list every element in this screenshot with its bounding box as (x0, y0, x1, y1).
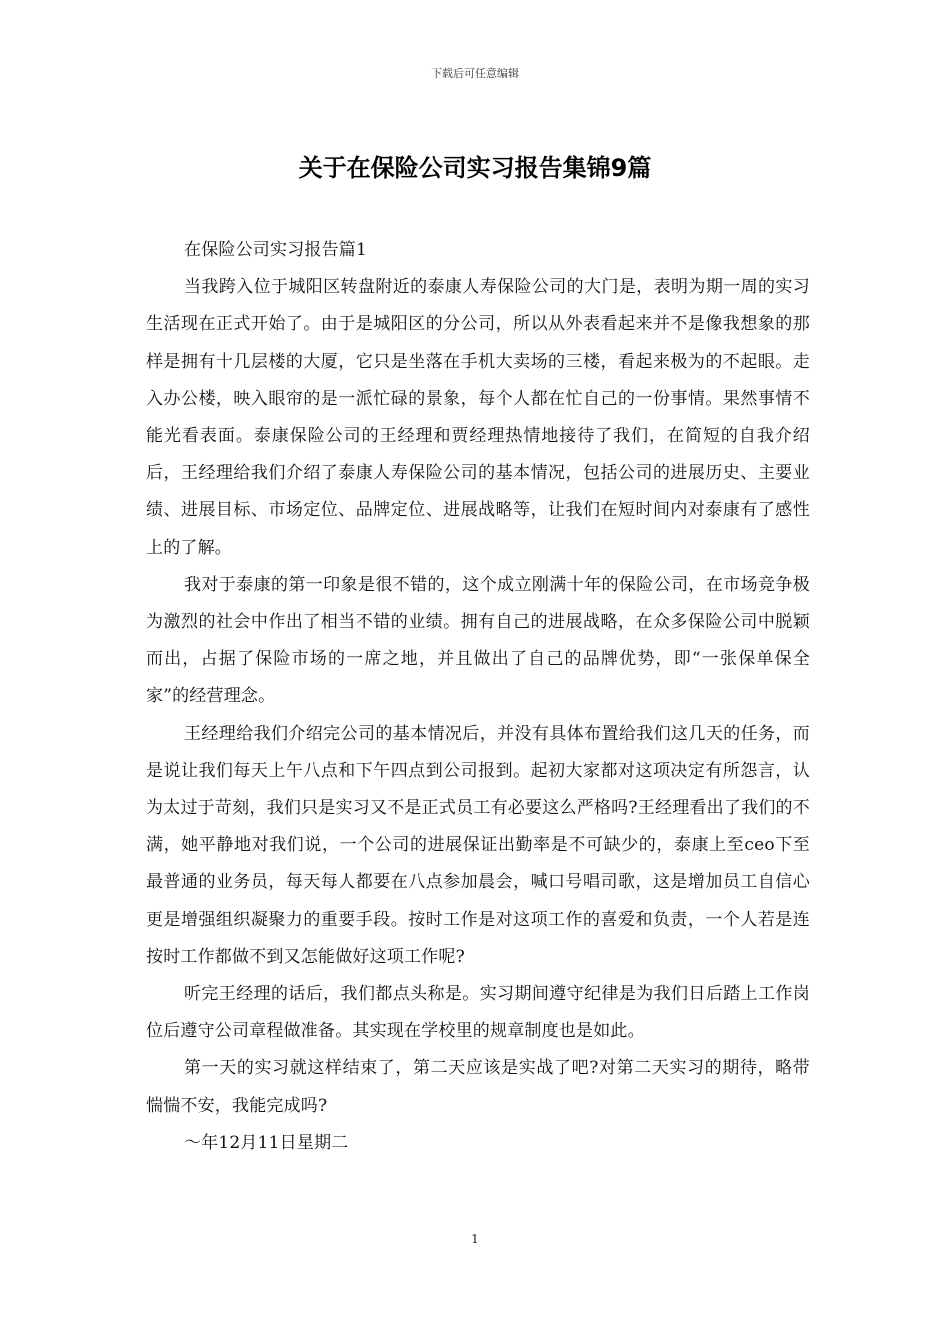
date-line: ～年12月11日星期二 (184, 1132, 349, 1153)
paragraph: 王经理给我们介绍完公司的基本情况后，并没有具体布置给我们这几天的任务，而是说让我们每天上午八点和下午四点到公司报到。起初大家都对这项决定有所怨言，认为太过于苛刻，我们只是实习又不是正式员工有必要这么严格吗?王经理看出了我们的不满，她平静地对我们说，一个公司的进展保证出勤率是不可缺少的，泰康上至ceo下至最普通的业务员，每天每人都要在八点参加晨会，喊口号唱司歌，这是增加员工自信心更是增强组织凝聚力的重要手段。按时工作是对这项工作的喜爱和负责，一个人若是连按时工作都做不到又怎能做好这项工作呢? (146, 723, 810, 967)
paragraph: 我对于泰康的第一印象是很不错的，这个成立刚满十年的保险公司，在市场竞争极为激烈的社会中作出了相当不错的业绩。拥有自己的进展战略，在众多保险公司中脱颖而出，占据了保险市场的一席之地，并且做出了自己的品牌优势，即“一张保单保全家”的经营理念。 (146, 574, 810, 707)
section-heading: 在保险公司实习报告篇1 (184, 240, 368, 260)
document-body (146, 232, 810, 1162)
page-number: 1 (471, 1232, 479, 1246)
paragraph: 第一天的实习就这样结束了，第二天应该是实战了吧?对第二天实习的期待，略带惴惴不安，我能完成吗? (146, 1058, 810, 1116)
paragraph: 当我跨入位于城阳区转盘附近的泰康人寿保险公司的大门是，表明为期一周的实习生活现在正式开始了。由于是城阳区的分公司，所以从外表看起来并不是像我想象的那样是拥有十几层楼的大厦，它只是坐落在手机大卖场的三楼，看起来极为的不起眼。走入办公楼，映入眼帘的是一派忙碌的景象，每个人都在忙自己的一份事情。果然事情不能光看表面。泰康保险公司的王经理和贾经理热情地接待了我们，在简短的自我介绍后，王经理给我们介绍了泰康人寿保险公司的基本情况，包括公司的进展历史、主要业绩、进展目标、市场定位、品牌定位、进展战略等，让我们在短时间内对泰康有了感性上的了解。 (146, 277, 810, 558)
header-note: 下载后可任意编辑 (431, 67, 519, 80)
document-title: 关于在保险公司实习报告集锦9篇 (298, 154, 652, 182)
paragraph: 听完王经理的话后，我们都点头称是。实习期间遵守纪律是为我们日后踏上工作岗位后遵守公司章程做准备。其实现在学校里的规章制度也是如此。 (146, 984, 810, 1042)
